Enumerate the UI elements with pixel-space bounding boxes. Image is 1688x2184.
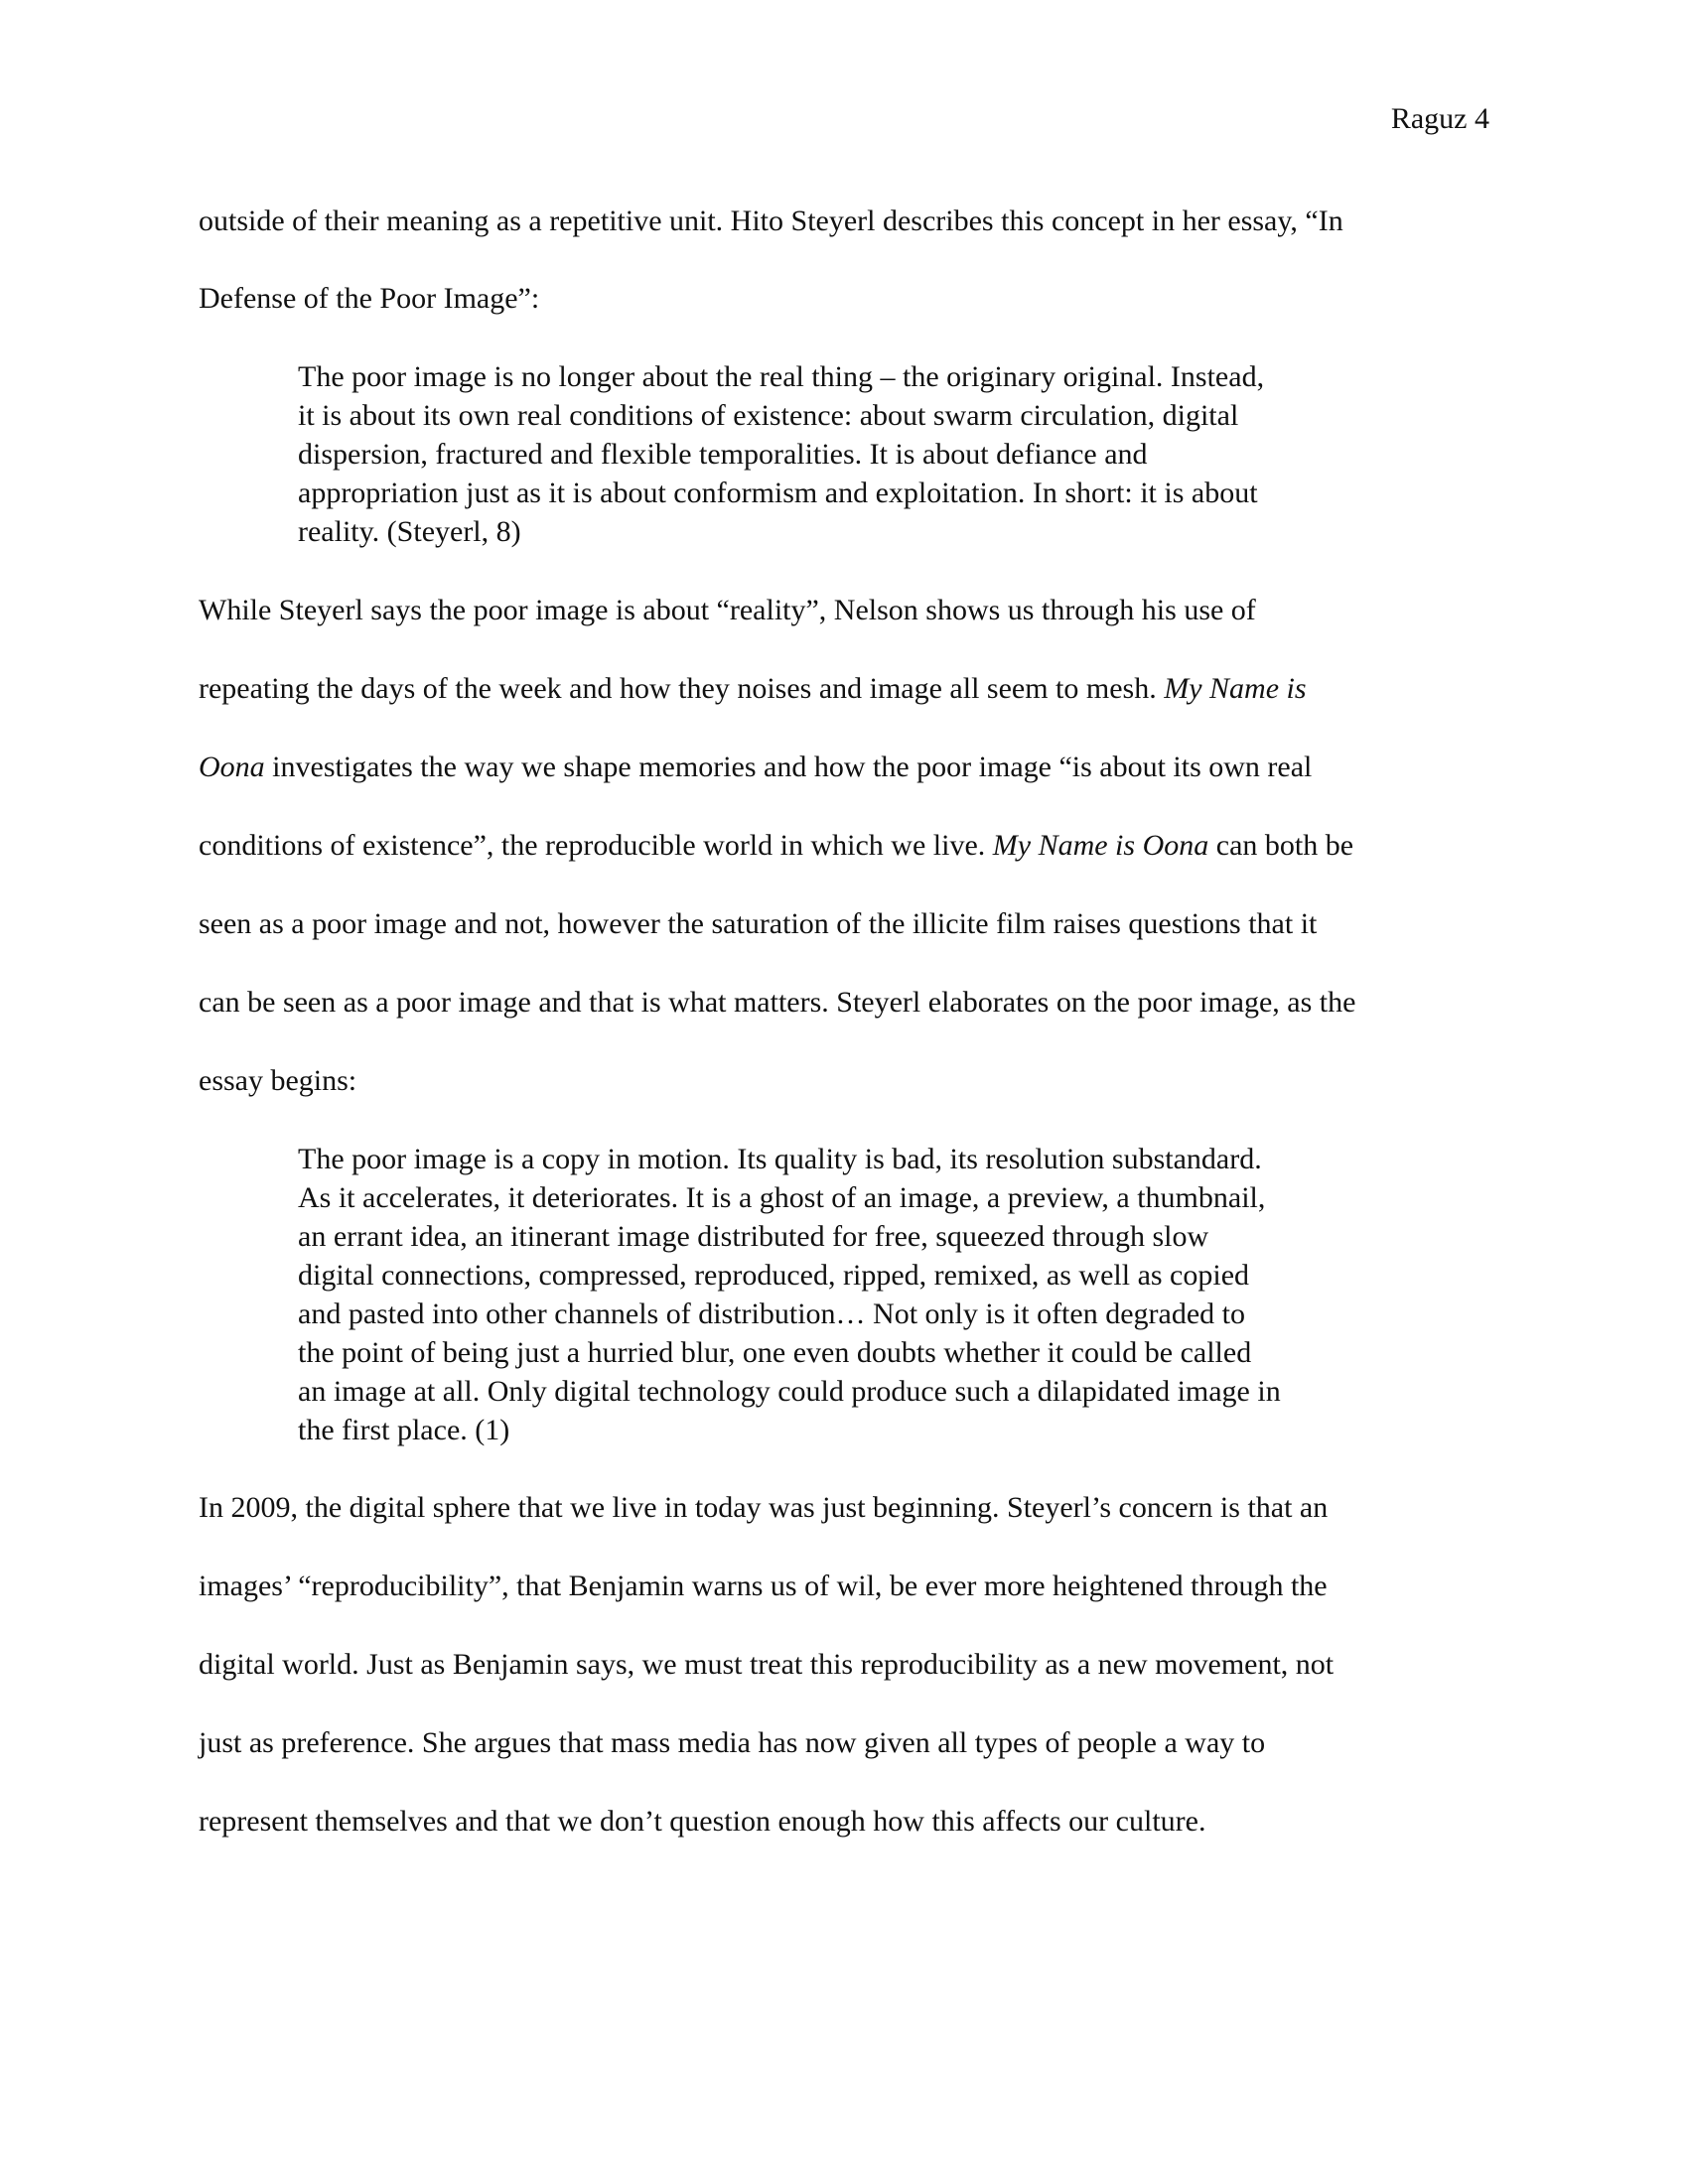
text-line: can be seen as a poor image and that is what matters. Steyerl elaborates on the poor image, as the xyxy=(199,986,1356,1019)
text-line: Defense of the Poor Image”: xyxy=(199,282,540,315)
text-line xyxy=(199,826,1353,866)
quote-line: it is about its own real conditions of existence: about swarm circulation, digital xyxy=(298,399,1239,432)
quote-line: an image at all. Only digital technology could produce such a dilapidated image in xyxy=(298,1375,1281,1408)
film-title-italic: Oona xyxy=(199,751,265,783)
text-line: In 2009, the digital sphere that we live in today was just beginning. Steyerl’s concern is that an xyxy=(199,1491,1329,1524)
quote-line: As it accelerates, it deteriorates. It is a ghost of an image, a preview, a thumbnail, xyxy=(298,1181,1266,1214)
text-line xyxy=(199,748,1312,787)
text-segment: conditions of existence”, the reproducible world in which we live. xyxy=(199,829,993,862)
text-line: represent themselves and that we don’t question enough how this affects our culture. xyxy=(199,1805,1206,1838)
quote-line: reality. (Steyerl, 8) xyxy=(298,515,521,548)
quote-line: the first place. (1) xyxy=(298,1414,510,1446)
text-line xyxy=(199,669,1307,709)
text-segment: repeating the days of the week and how they noises and image all seem to mesh. xyxy=(199,672,1165,705)
film-title-italic: My Name is xyxy=(1164,672,1307,705)
quote-line: The poor image is no longer about the real thing – the originary original. Instead, xyxy=(298,360,1265,393)
quote-line: and pasted into other channels of distribution… Not only is it often degraded to xyxy=(298,1297,1245,1330)
text-line: images’ “reproducibility”, that Benjamin warns us of wil, be ever more heightened through the xyxy=(199,1570,1328,1602)
text-line: While Steyerl says the poor image is about “reality”, Nelson shows us through his use of xyxy=(199,594,1256,626)
quote-line: dispersion, fractured and flexible temporalities. It is about defiance and xyxy=(298,438,1148,471)
text-line: essay begins: xyxy=(199,1064,357,1097)
quote-line: appropriation just as it is about conformism and exploitation. In short: it is about xyxy=(298,477,1258,509)
text-line: digital world. Just as Benjamin says, we must treat this reproducibility as a new movement, not xyxy=(199,1648,1335,1681)
text-line: seen as a poor image and not, however the saturation of the illicite film raises questions that it xyxy=(199,907,1318,940)
quote-line: an errant idea, an itinerant image distributed for free, squeezed through slow xyxy=(298,1220,1209,1253)
text-segment: can both be xyxy=(1208,829,1354,862)
text-line: outside of their meaning as a repetitive unit. Hito Steyerl describes this concept in her essay, “In xyxy=(199,205,1343,237)
quote-line: The poor image is a copy in motion. Its quality is bad, its resolution substandard. xyxy=(298,1143,1262,1175)
quote-line: digital connections, compressed, reproduced, ripped, remixed, as well as copied xyxy=(298,1259,1250,1292)
text-segment: investigates the way we shape memories and how the poor image “is about its own real xyxy=(264,751,1313,783)
text-line: just as preference. She argues that mass media has now given all types of people a way to xyxy=(199,1726,1266,1759)
film-title-italic: My Name is Oona xyxy=(992,829,1209,862)
running-head: Raguz 4 xyxy=(1390,102,1489,135)
quote-line: the point of being just a hurried blur, one even doubts whether it could be called xyxy=(298,1336,1252,1369)
